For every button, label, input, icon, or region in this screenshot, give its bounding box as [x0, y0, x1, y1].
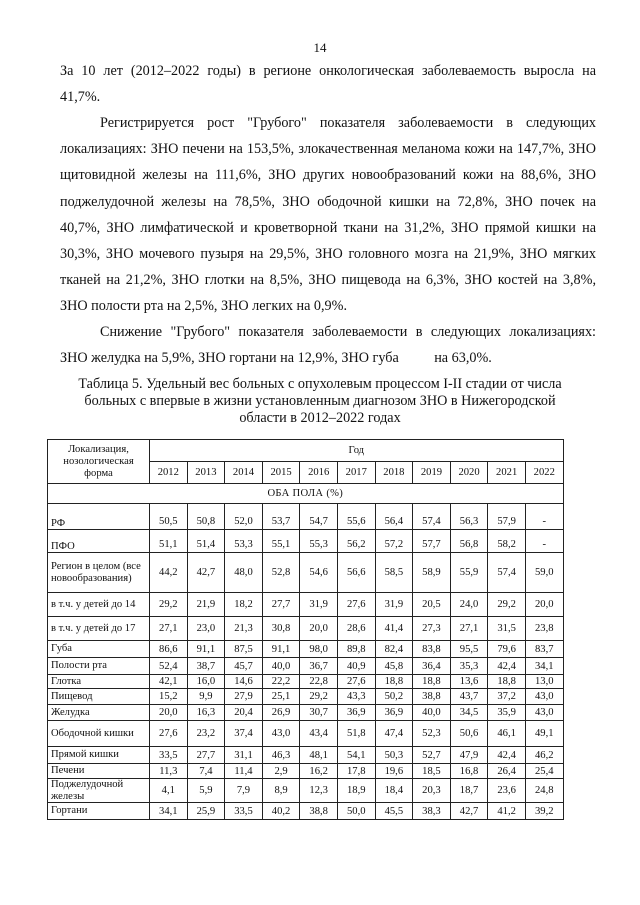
table-cell: 30,7: [300, 705, 338, 721]
year-2019: 2019: [413, 462, 451, 484]
table-row: [48, 747, 564, 764]
year-2015: 2015: [262, 462, 300, 484]
table-cell: 91,1: [262, 641, 300, 658]
table-cell: 27,7: [262, 593, 300, 617]
table-cell: 79,6: [488, 641, 526, 658]
table-cell: 20,4: [225, 705, 263, 721]
row-label: в т.ч. у детей до 17: [48, 617, 150, 641]
table-cell: 27,1: [150, 617, 188, 641]
table-cell: 14,6: [225, 675, 263, 689]
table-cell: 43,3: [337, 689, 375, 705]
table-row: [48, 675, 564, 689]
year-2021: 2021: [488, 462, 526, 484]
table-cell: 56,4: [375, 504, 413, 530]
table-row: [48, 553, 564, 593]
table-cell: 58,9: [413, 553, 451, 593]
table-cell: 51,1: [150, 530, 188, 553]
row-label: Пищевод: [48, 689, 150, 705]
table-cell: 18,7: [450, 779, 488, 803]
table-cell: 36,9: [375, 705, 413, 721]
table-cell: 40,9: [337, 658, 375, 675]
table-cell: 12,3: [300, 779, 338, 803]
table-cell: 5,9: [187, 779, 225, 803]
table-cell: 52,7: [413, 747, 451, 764]
table-cell: 59,0: [525, 553, 563, 593]
table-cell: 19,6: [375, 764, 413, 779]
table-cell: 83,7: [525, 641, 563, 658]
table-cell: 13,6: [450, 675, 488, 689]
table-cell: 57,9: [488, 504, 526, 530]
table-cell: 51,8: [337, 721, 375, 747]
row-label: ПФО: [48, 530, 150, 553]
table-cell: 9,9: [187, 689, 225, 705]
table-cell: 86,6: [150, 641, 188, 658]
table-cell: 29,2: [300, 689, 338, 705]
table-row: [48, 641, 564, 658]
table-cell: 55,3: [300, 530, 338, 553]
table-cell: 95,5: [450, 641, 488, 658]
table-cell: 54,7: [300, 504, 338, 530]
year-2022: 2022: [525, 462, 563, 484]
table-cell: 23,6: [488, 779, 526, 803]
table-cell: 13,0: [525, 675, 563, 689]
table-cell: 49,1: [525, 721, 563, 747]
row-label: Желудка: [48, 705, 150, 721]
table-cell: 33,5: [150, 747, 188, 764]
table-row: [48, 593, 564, 617]
table-cell: 48,0: [225, 553, 263, 593]
table-cell: 57,4: [413, 504, 451, 530]
table-cell: 55,6: [337, 504, 375, 530]
table-cell: 38,3: [413, 803, 451, 820]
row-label: Регион в целом (все новообразования): [48, 553, 150, 593]
table-cell: 40,0: [262, 658, 300, 675]
table-cell: 2,9: [262, 764, 300, 779]
table-cell: 20,3: [413, 779, 451, 803]
table-cell: 31,5: [488, 617, 526, 641]
table-cell: 37,2: [488, 689, 526, 705]
table-cell: 31,1: [225, 747, 263, 764]
table-cell: 87,5: [225, 641, 263, 658]
paragraph-growth-summary: За 10 лет (2012–2022 годы) в регионе онкологическая заболеваемость выросла на 41,7%.: [60, 63, 596, 106]
table-cell: 35,3: [450, 658, 488, 675]
table-row: [48, 803, 564, 820]
table-cell: 53,3: [225, 530, 263, 553]
table-row: [48, 617, 564, 641]
table-cell: 36,7: [300, 658, 338, 675]
table-cell: 42,4: [488, 747, 526, 764]
paragraph-decrease-list: Снижение "Грубого" показателя заболеваемости в следующих локализациях: ЗНО желудка на 5,9%, ЗНО гортани на 12,9%, ЗНО губа на 63,0%.: [60, 324, 596, 367]
table-cell: 36,4: [413, 658, 451, 675]
table-cell: 25,1: [262, 689, 300, 705]
table-cell: 44,2: [150, 553, 188, 593]
table-cell: 43,0: [262, 721, 300, 747]
row-label: Полости рта: [48, 658, 150, 675]
table-cell: 27,9: [225, 689, 263, 705]
table-cell: 54,6: [300, 553, 338, 593]
table-cell: 46,3: [262, 747, 300, 764]
table-cell: -: [525, 504, 563, 530]
table-cell: 54,1: [337, 747, 375, 764]
table-cell: 30,8: [262, 617, 300, 641]
row-label: Поджелудочной железы: [48, 779, 150, 803]
paragraph-increase-list: Регистрируется рост "Грубого" показателя заболеваемости в следующих локализациях: ЗНО печени на 153,5%, злокачественная меланома кожи на 147,7%, ЗНО щитовидной железы на 111,6%, ЗНО других новообразований кожи на 88,6%, ЗНО поджелудочной железы на 78,5%, ЗНО ободочной кишки на 72,8%, ЗНО почек на 40,7%, ЗНО лимфатической и кроветворной ткани на 31,2%, ЗНО прямой кишки на 30,3%, ЗНО мочевого пузыря на 29,5%, ЗНО головного мозга на 21,9%, ЗНО мягких тканей на 21,2%, ЗНО глотки на 8,5%, ЗНО пищевода на 6,3%, ЗНО костей на 3,8%, ЗНО полости рта на 2,5%, ЗНО легких на 0,9%.: [60, 115, 596, 315]
table-cell: 27,3: [413, 617, 451, 641]
row-label: РФ: [48, 504, 150, 530]
table-cell: 57,2: [375, 530, 413, 553]
table-cell: 45,5: [375, 803, 413, 820]
table-cell: 31,9: [375, 593, 413, 617]
table-cell: 34,1: [150, 803, 188, 820]
table-cell: 50,8: [187, 504, 225, 530]
table-cell: 31,9: [300, 593, 338, 617]
table-cell: 8,9: [262, 779, 300, 803]
table-cell: 16,0: [187, 675, 225, 689]
table-cell: 22,2: [262, 675, 300, 689]
table-cell: 57,7: [413, 530, 451, 553]
year-2017: 2017: [337, 462, 375, 484]
table-cell: 38,7: [187, 658, 225, 675]
table-cell: 89,8: [337, 641, 375, 658]
table-cell: 50,6: [450, 721, 488, 747]
table-cell: 58,2: [488, 530, 526, 553]
table-cell: 18,2: [225, 593, 263, 617]
table-cell: 42,7: [187, 553, 225, 593]
table-cell: 55,9: [450, 553, 488, 593]
table-cell: 43,0: [525, 689, 563, 705]
table-cell: 91,1: [187, 641, 225, 658]
table-cell: 36,9: [337, 705, 375, 721]
table-cell: 42,1: [150, 675, 188, 689]
table-cell: 42,7: [450, 803, 488, 820]
table-cell: 7,4: [187, 764, 225, 779]
table-cell: 11,3: [150, 764, 188, 779]
table-cell: 41,2: [488, 803, 526, 820]
table-cell: 56,8: [450, 530, 488, 553]
table-cell: 22,8: [300, 675, 338, 689]
table-cell: 45,8: [375, 658, 413, 675]
table-cell: 27,1: [450, 617, 488, 641]
table-cell: 27,6: [337, 675, 375, 689]
table-cell: 50,2: [375, 689, 413, 705]
year-2018: 2018: [375, 462, 413, 484]
table-cell: 56,2: [337, 530, 375, 553]
table-row: [48, 721, 564, 747]
table-row: [48, 764, 564, 779]
table-cell: 38,8: [300, 803, 338, 820]
table-row: [48, 705, 564, 721]
table-cell: 17,8: [337, 764, 375, 779]
table-cell: 20,0: [525, 593, 563, 617]
table-cell: 50,0: [337, 803, 375, 820]
table-cell: 58,5: [375, 553, 413, 593]
table-cell: 28,6: [337, 617, 375, 641]
table-cell: 48,1: [300, 747, 338, 764]
row-label: Прямой кишки: [48, 747, 150, 764]
table-cell: 43,7: [450, 689, 488, 705]
table-cell: 52,8: [262, 553, 300, 593]
table-cell: 21,9: [187, 593, 225, 617]
table-cell: 51,4: [187, 530, 225, 553]
table-cell: 21,3: [225, 617, 263, 641]
table-row: [48, 530, 564, 553]
table-cell: 24,0: [450, 593, 488, 617]
table-cell: 18,8: [413, 675, 451, 689]
row-label: Глотка: [48, 675, 150, 689]
table-cell: 43,4: [300, 721, 338, 747]
table-cell: 16,3: [187, 705, 225, 721]
table-cell: -: [525, 530, 563, 553]
year-2020: 2020: [450, 462, 488, 484]
table-row: [48, 504, 564, 530]
table-cell: 35,9: [488, 705, 526, 721]
table-cell: 23,8: [525, 617, 563, 641]
table-cell: 47,4: [375, 721, 413, 747]
table-cell: 29,2: [488, 593, 526, 617]
table-cell: 52,3: [413, 721, 451, 747]
table-row: [48, 658, 564, 675]
table-cell: 43,0: [525, 705, 563, 721]
table-row: [48, 689, 564, 705]
table-cell: 82,4: [375, 641, 413, 658]
table-cell: 39,2: [525, 803, 563, 820]
year-2012: 2012: [150, 462, 188, 484]
row-label: Гортани: [48, 803, 150, 820]
table-cell: 55,1: [262, 530, 300, 553]
table-cell: 34,1: [525, 658, 563, 675]
table-cell: 20,0: [300, 617, 338, 641]
year-2014: 2014: [225, 462, 263, 484]
header-year-group: Год: [150, 440, 564, 462]
table-cell: 20,0: [150, 705, 188, 721]
table-cell: 37,4: [225, 721, 263, 747]
table-cell: 47,9: [450, 747, 488, 764]
table-cell: 50,5: [150, 504, 188, 530]
row-label: в т.ч. у детей до 14: [48, 593, 150, 617]
table-cell: 11,4: [225, 764, 263, 779]
table-cell: 38,8: [413, 689, 451, 705]
row-label: Губа: [48, 641, 150, 658]
table-cell: 27,6: [337, 593, 375, 617]
table-cell: 18,9: [337, 779, 375, 803]
table-cell: 40,2: [262, 803, 300, 820]
table-cell: 27,7: [187, 747, 225, 764]
table-cell: 25,9: [187, 803, 225, 820]
table-cell: 16,2: [300, 764, 338, 779]
table-cell: 27,6: [150, 721, 188, 747]
table-cell: 18,4: [375, 779, 413, 803]
table-cell: 20,5: [413, 593, 451, 617]
table-cell: 18,8: [488, 675, 526, 689]
table-cell: 26,4: [488, 764, 526, 779]
row-label: Ободочной кишки: [48, 721, 150, 747]
table-cell: 7,9: [225, 779, 263, 803]
table-cell: 46,1: [488, 721, 526, 747]
table-cell: 16,8: [450, 764, 488, 779]
table-cell: 26,9: [262, 705, 300, 721]
table-cell: 18,5: [413, 764, 451, 779]
table-cell: 98,0: [300, 641, 338, 658]
table-cell: 45,7: [225, 658, 263, 675]
page-number: 14: [313, 40, 327, 55]
table-cell: 57,4: [488, 553, 526, 593]
table-cell: 29,2: [150, 593, 188, 617]
table-cell: 23,0: [187, 617, 225, 641]
table-cell: 34,5: [450, 705, 488, 721]
table-cell: 46,2: [525, 747, 563, 764]
table-caption: Таблица 5. Удельный вес больных с опухолевым процессом I-II стадии от числа больных с впервые в жизни установленным диагнозом ЗНО в Нижегородской области в 2012–2022 годах: [78, 376, 562, 426]
table-cell: 18,8: [375, 675, 413, 689]
table-cell: 56,3: [450, 504, 488, 530]
table-cell: 56,6: [337, 553, 375, 593]
year-2013: 2013: [187, 462, 225, 484]
table-cell: 41,4: [375, 617, 413, 641]
row-label: Печени: [48, 764, 150, 779]
table-cell: 4,1: [150, 779, 188, 803]
table-cell: 24,8: [525, 779, 563, 803]
table-cell: 42,4: [488, 658, 526, 675]
table-cell: 15,2: [150, 689, 188, 705]
table-cell: 52,0: [225, 504, 263, 530]
table-cell: 23,2: [187, 721, 225, 747]
table-cell: 50,3: [375, 747, 413, 764]
table-cell: 52,4: [150, 658, 188, 675]
stage-share-table: [47, 439, 564, 820]
table-cell: 40,0: [413, 705, 451, 721]
header-localization: Локализация, нозологическая форма: [48, 440, 150, 484]
table-cell: 53,7: [262, 504, 300, 530]
table-cell: 83,8: [413, 641, 451, 658]
table-cell: 25,4: [525, 764, 563, 779]
table-row: [48, 779, 564, 803]
table-cell: 33,5: [225, 803, 263, 820]
year-2016: 2016: [300, 462, 338, 484]
section-both-sexes: ОБА ПОЛА (%): [48, 484, 564, 504]
